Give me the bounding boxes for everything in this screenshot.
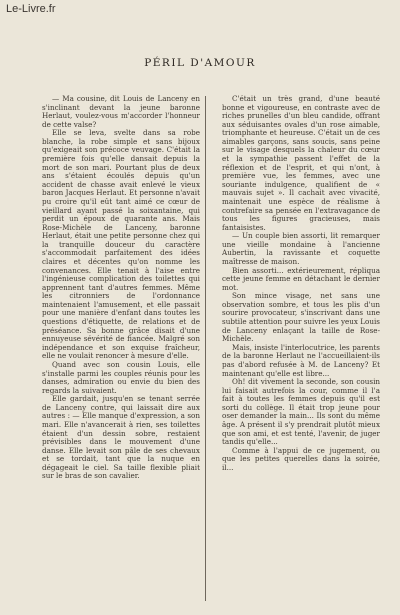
right-column	[222, 95, 380, 603]
paragraph: C'était un très grand, d'une beauté bonne et vigoureuse, en contraste avec de riches prunelles d'un bleu candide, offrant aux séduisantes ovales d'un rose aimable, triomphante et heureuse. C'était un de ces aimables garçons, sans soucis, sans peine sur le visage desquels la chaleur du cœur et la sympathie passent l'effet de la réflexion et de l'esprit, et qui n'ont, à première vue, les femmes, avec une souriante indulgence, qualifient de « mauvais sujet ». Il cachait avec vivacité, maintenait une espèce de réalisme à contrefaire sa pensée en l'extravagance de tous les figures gracieuses, mais fantaisistes.	[222, 95, 380, 232]
paragraph: Elle gardait, jusqu'en se tenant serrée de Lanceny contre, qui laissait dire aux autres : — Elle manque d'expression, a son mari. Elle n'avancerait à rien, ses toilettes étaient d'un dessin sobre, restaient prévisibles dans le mouvement d'une danse. Elle levait son pâle de ses chevaux et se tordait, tant que la nuque en dégageait le ciel. Sa taille flexible pliait sur le bras de son cavalier.	[42, 394, 200, 481]
site-watermark: Le-Livre.fr	[6, 3, 56, 15]
paragraph: Quand avec son cousin Louis, elle s'installe parmi les couples réunis pour les danses, admiration ou envie du bien des regards la suivaient.	[42, 359, 200, 395]
paragraph: — Un couple bien assorti, lit remarquer une vieille mondaine à l'ancienne Aubertin, la ravissante et coquette maîtresse de maison.	[222, 231, 380, 266]
paragraph: Elle se leva, svelte dans sa robe blanche, la robe simple et sans bijoux qu'exigeait son précoce veuvage. C'était la première fois qu'elle dansait depuis la mort de son mari. Pourtant plus de deux ans s'étaient écoulés depuis qu'un accident de chasse avait enlevé le vieux baron Jacques Herlaut. Et personne n'avait pu croire qu'il eût tant aimé ce cœur de vieillard ayant passé la soixantaine, qui perdit un époux de quarante ans. Mais Rose-Michèle de Lanceny, baronne Herlaut, était une petite personne chez qui la tranquille douceur du caractère s'accommodait parfaitement des idées claires et décentes qu'on nomme les convenances. Elle tenait à l'aise entre l'ingénieuse complication des toilettes qui apprennent tant d'autres femmes. Même les citronniers de l'ordonnance maintenaient l'amusement, et elle passait pour une manière d'enfant dans toutes les questions d'étiquette, de relations et de préséance. Sa bonne grâce disait d'une ennuyeuse sévérité de fiancée. Malgré son indépendance et son exquise fraîcheur, elle ne voulait renoncer à mesure d'elle.	[42, 128, 200, 361]
paragraph: Oh! dit vivement la seconde, son cousin lui faisait autrefois la cour, comme il l'a fait à toutes les femmes depuis qu'il est sorti du collège. Il était trop jeune pour oser demander la main... Ils sont du même âge. A présent il s'y prendrait plutôt mieux que son ami, et est tenté, l'avenir, de juger tandis qu'elle...	[222, 377, 380, 447]
paragraph: Bien assorti... extérieurement, répliqua cette jeune femme en détachant le dernier mot.	[222, 265, 380, 292]
left-column	[42, 95, 200, 603]
paragraph: — Ma cousine, dit Louis de Lanceny en s'inclinant devant la jeune baronne Herlaut, voulez-vous m'accorder l'honneur de cette valse?	[42, 95, 200, 129]
paragraph: Mais, insiste l'interlocutrice, les parents de la baronne Herlaut ne l'accueillaient-ils pas d'abord refusée à M. de Lanceny? Et maintenant qu'elle est libre...	[222, 342, 380, 378]
column-divider	[205, 96, 206, 601]
paragraph: Son mince visage, net sans une observation sombre, et tous les plis d'un sourire provocateur, s'inscrivant dans une subtile attention pour suivre les yeux Louis de Lanceny enlaçant la taille de Rose-Michèle.	[222, 291, 380, 344]
chapter-title: PÉRIL D'AMOUR	[144, 57, 256, 69]
paragraph: Comme à l'appui de ce jugement, ou que les petites querelles dans la soirée, il...	[222, 445, 380, 472]
